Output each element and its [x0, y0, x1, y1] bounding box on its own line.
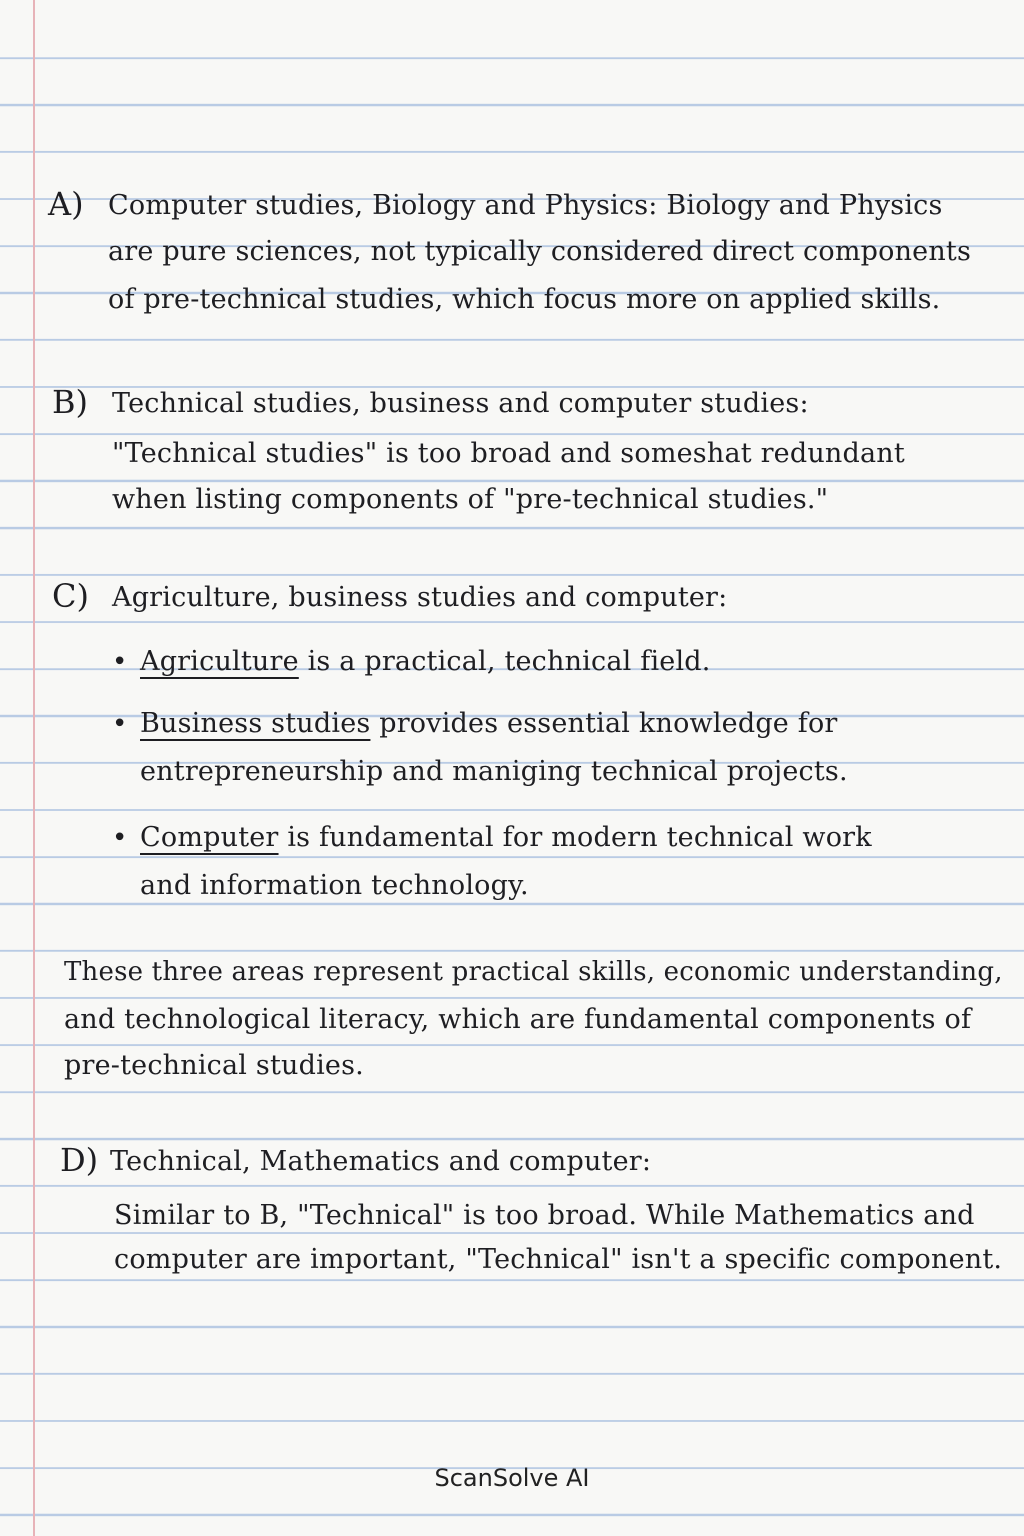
option-label: D) — [60, 1141, 99, 1179]
bullet-dot-icon: • — [112, 709, 128, 739]
bullet-term: Agriculture — [140, 646, 299, 677]
bullet-continuation: and information technology. — [140, 870, 529, 901]
option-heading: Computer studies, Biology and Physics: Biology and Physics — [108, 190, 943, 221]
option-text-line: when listing components of "pre-technical studies." — [112, 484, 829, 515]
option-text-line: are pure sciences, not typically considered direct components — [108, 236, 972, 267]
bullet-text: is fundamental for modern technical work — [278, 822, 872, 853]
option-label: A) — [48, 185, 84, 223]
bullet-dot-icon: • — [112, 823, 128, 853]
option-heading: Technical studies, business and computer studies: — [112, 388, 809, 419]
option-text-line: computer are important, "Technical" isn't a specific component. — [114, 1244, 1003, 1275]
option-text-line: "Technical studies" is too broad and someshat redundant — [112, 438, 905, 469]
bullet-continuation: entrepreneurship and maniging technical projects. — [140, 756, 848, 787]
bullet-line — [140, 818, 872, 858]
option-heading: Technical, Mathematics and computer: — [110, 1146, 652, 1177]
bullet-dot-icon: • — [112, 647, 128, 677]
bullet-line — [140, 704, 838, 744]
option-label: C) — [52, 577, 89, 615]
option-text-line: of pre-technical studies, which focus more on applied skills. — [108, 284, 941, 315]
option-heading: Agriculture, business studies and computer: — [112, 582, 728, 613]
bullet-text: is a practical, technical field. — [298, 646, 711, 677]
bullet-line — [140, 642, 711, 682]
bullet-text: provides essential knowledge for — [370, 708, 838, 739]
conclusion-line: These three areas represent practical skills, economic understanding, — [64, 957, 1003, 987]
option-text-line: Similar to B, "Technical" is too broad. While Mathematics and — [114, 1200, 975, 1231]
bullet-term: Computer — [140, 822, 279, 853]
notebook-margin-line — [33, 0, 35, 1536]
option-label: B) — [52, 383, 88, 421]
conclusion-line: and technological literacy, which are fundamental components of — [64, 1004, 972, 1035]
bullet-term: Business studies — [140, 708, 371, 739]
footer-brand: ScanSolve AI — [434, 1464, 590, 1492]
conclusion-line: pre-technical studies. — [64, 1050, 364, 1081]
